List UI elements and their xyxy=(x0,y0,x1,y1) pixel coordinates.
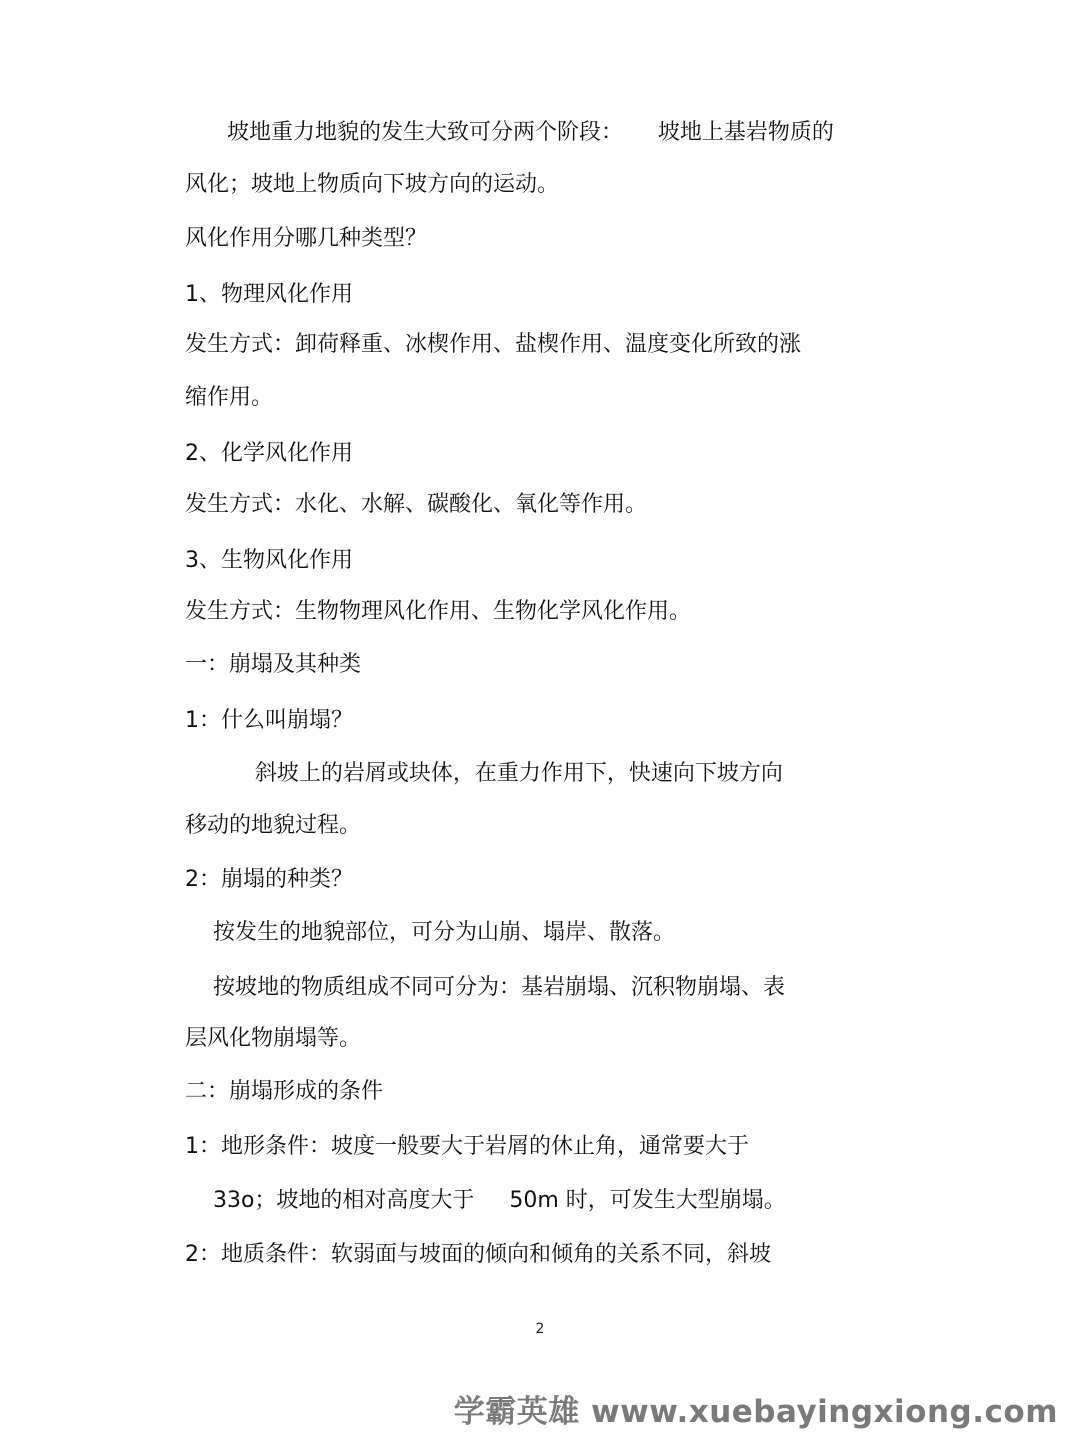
section-heading: 一：崩塌及其种类 xyxy=(185,652,362,677)
text-line: 缩作用。 xyxy=(185,385,274,410)
text-line: 发生方式：水化、水解、碳酸化、氧化等作用。 xyxy=(185,492,648,517)
text-line: 1：地形条件：坡度一般要大于岩屑的休止角，通常要大于 xyxy=(185,1134,749,1159)
text-line: 2：地质条件：软弱面与坡面的倾向和倾角的关系不同，斜坡 xyxy=(185,1242,771,1267)
text-line: 发生方式：卸荷释重、冰楔作用、盐楔作用、温度变化所致的涨 xyxy=(185,332,802,357)
list-heading: 2、化学风化作用 xyxy=(185,441,353,466)
page-number: 2 xyxy=(535,1321,545,1337)
text-line: 发生方式：生物物理风化作用、生物化学风化作用。 xyxy=(185,599,692,624)
text-line: 风化；坡地上物质向下坡方向的运动。 xyxy=(185,172,560,197)
text-line: 坡地重力地貌的发生大致可分两个阶段： 坡地上基岩物质的 xyxy=(185,120,834,145)
list-heading: 3、生物风化作用 xyxy=(185,548,353,573)
text-line: 33o；坡地的相对高度大于 50m 时，可发生大型崩塌。 xyxy=(185,1188,786,1213)
section-heading: 二：崩塌形成的条件 xyxy=(185,1079,384,1104)
text-line: 斜坡上的岩屑或块体，在重力作用下，快速向下坡方向 xyxy=(185,761,783,786)
text-line: 移动的地貌过程。 xyxy=(185,813,362,838)
question-heading: 1：什么叫崩塌？ xyxy=(185,708,353,733)
text-line: 按发生的地貌部位，可分为山崩、塌岸、散落。 xyxy=(185,920,675,945)
text-line: 风化作用分哪几种类型？ xyxy=(185,226,428,251)
watermark: 学霸英雄 www.xuebayingxiong.com xyxy=(453,1394,1058,1430)
text-line: 层风化物崩塌等。 xyxy=(185,1026,362,1051)
question-heading: 2：崩塌的种类？ xyxy=(185,867,353,892)
list-heading: 1、物理风化作用 xyxy=(185,282,353,307)
text-line: 按坡地的物质组成不同可分为：基岩崩塌、沉积物崩塌、表 xyxy=(185,975,785,1000)
